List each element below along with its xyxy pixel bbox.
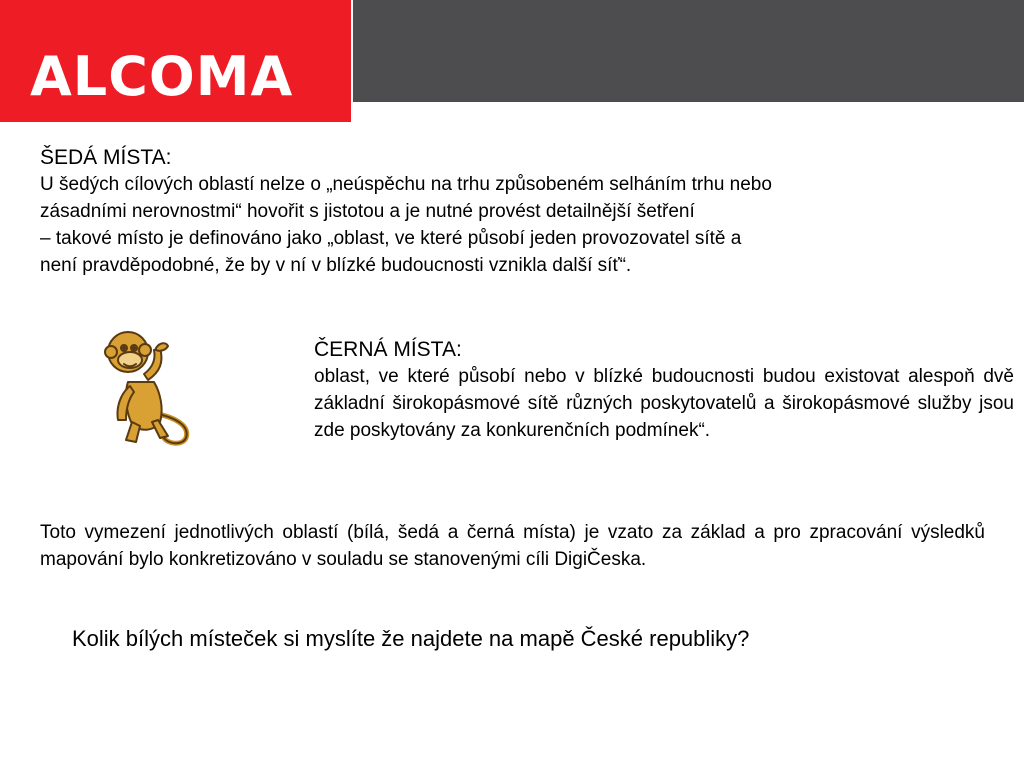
header-dark-bar: [353, 0, 1024, 102]
monkey-icon: [98, 322, 198, 450]
header-red-bar: [0, 0, 351, 122]
gray-areas-line: – takové místo je definováno jako „oblast, ve které působí jeden provozovatel sítě a: [40, 228, 742, 249]
question-text: Kolik bílých místeček si myslíte že najdete na mapě České republiky?: [72, 626, 750, 651]
black-areas-heading: ČERNÁ MÍSTA:: [314, 338, 462, 361]
summary-paragraph: Toto vymezení jednotlivých oblastí (bílá, šedá a černá místa) je vzato za základ a pro zpracování výsledků mapování bylo konkretizováno v souladu se stanovenými cíli DigiČeska.: [40, 522, 985, 570]
gray-areas-line: U šedých cílových oblastí nelze o „neúspěchu na trhu způsobeném selháním trhu nebo: [40, 174, 772, 195]
gray-areas-line: zásadními nerovnostmi“ hovořit s jistotou a je nutné provést detailnější šetření: [40, 201, 695, 222]
gray-areas-section: [40, 144, 970, 279]
black-areas-paragraph: oblast, ve které působí nebo v blízké budoucnosti budou existovat alespoň dvě základní širokopásmové sítě různých poskytovatelů a širokopásmové služby jsou zde poskytovány za konkurenčních podmínek“.: [314, 366, 1014, 441]
alcoma-logo: ALCOMA: [30, 45, 294, 108]
gray-areas-heading: ŠEDÁ MÍSTA:: [40, 146, 172, 169]
black-areas-section: [314, 336, 1014, 444]
summary-section: [40, 519, 985, 573]
gray-areas-line: není pravděpodobné, že by v ní v blízké budoucnosti vznikla další síť“.: [40, 255, 632, 276]
